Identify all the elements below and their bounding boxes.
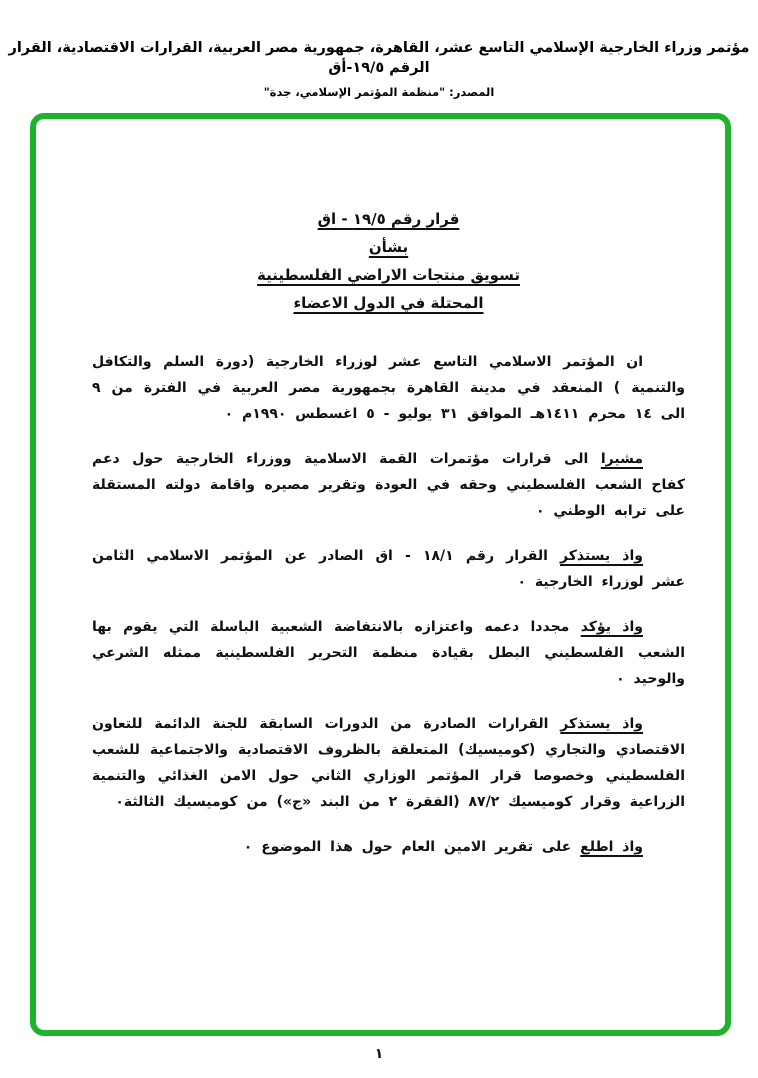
paragraph-text: الى قرارات مؤتمرات القمة الاسلامية ووزراء الخارجية حول دعم كفاح الشعب الفلسطيني وحقه في العودة وتقرير مصيره واقامة دولته المستقلة على ترابه الوطني ٠	[92, 451, 685, 519]
paragraph-text: مجددا دعمه واعتزازه بالانتفاضة الشعبية الباسلة التي يقوم بها الشعب الفلسطيني البطل بقيادة منظمة التحرير الفلسطينية ممثله الشرعي والوحيد ٠	[92, 619, 685, 687]
paragraph-lead: مشيرا	[600, 451, 643, 467]
paragraph-lead: واذ يستذكر	[560, 716, 643, 732]
paragraph-recalling-comcec	[92, 711, 685, 815]
paragraph-recalling-summits	[92, 446, 685, 524]
resolution-number-line: قرار رقم ١٩/٥ - اق	[317, 210, 460, 228]
resolution-body	[92, 349, 685, 860]
paragraph-lead: واذ يستذكر	[560, 548, 643, 564]
conference-title: مؤتمر وزراء الخارجية الإسلامي التاسع عشر، القاهرة، جمهورية مصر العربية، القرارات الاقتصادية، القرار الرقم ١٩/٥-أق	[8, 40, 750, 76]
paragraph-text: القرارات الصادرة من الدورات السابقة للجنة الدائمة للتعاون الاقتصادي والتجاري (كوميسيك) المتعلقة بالظروف الاقتصادية والاجتماعية للشعب الفلسطيني وخصوصا قرار المؤتمر الوزاري الثاني حول الامن الغذائي والتنمية الزراعية وقرار كوميسيك ٨٧/٢ (الفقرة ٢ من البند «ج») من كوميسيك الثالثة٠	[92, 716, 685, 810]
scan-content	[36, 205, 725, 860]
paragraph-reaffirming-support	[92, 614, 685, 692]
document-header	[0, 38, 758, 99]
page-number: ١	[374, 1046, 384, 1062]
paragraph-text: القرار رقم ١٨/١ - اق الصادر عن المؤتمر الاسلامي الثامن عشر لوزراء الخارجية ٠	[92, 548, 685, 590]
paragraph-preamble	[92, 349, 685, 427]
paragraph-text: ان المؤتمر الاسلامي التاسع عشر لوزراء الخارجية (دورة السلم والتكافل والتنمية ) المنعقد في مدينة القاهرة بجمهورية مصر العربية في الفترة من ٩ الى ١٤ محرم ١٤١١هـ الموافق ٣١ يوليو - ٥ اغسطس ١٩٩٠م ٠	[92, 354, 685, 422]
source-line: المصدر: "منظمة المؤتمر الإسلامي، جدة"	[263, 85, 495, 99]
resolution-subject-line-2: المحتلة في الدول الاعضاء	[293, 294, 484, 312]
paragraph-recalling-resolution-18-1	[92, 543, 685, 595]
resolution-subject-line-1: تسويق منتجات الاراضي الفلسطينية	[257, 266, 520, 284]
resolution-title-block	[92, 205, 685, 317]
paragraph-text: على تقرير الامين العام حول هذا الموضوع ٠	[243, 839, 581, 855]
paragraph-lead: واذ اطلع	[580, 839, 643, 855]
paragraph-lead: واذ يؤكد	[580, 619, 643, 635]
scan-border-frame	[30, 113, 731, 1036]
resolution-regarding-line: بشأن	[368, 238, 409, 256]
paragraph-secretary-general-report	[92, 834, 685, 860]
